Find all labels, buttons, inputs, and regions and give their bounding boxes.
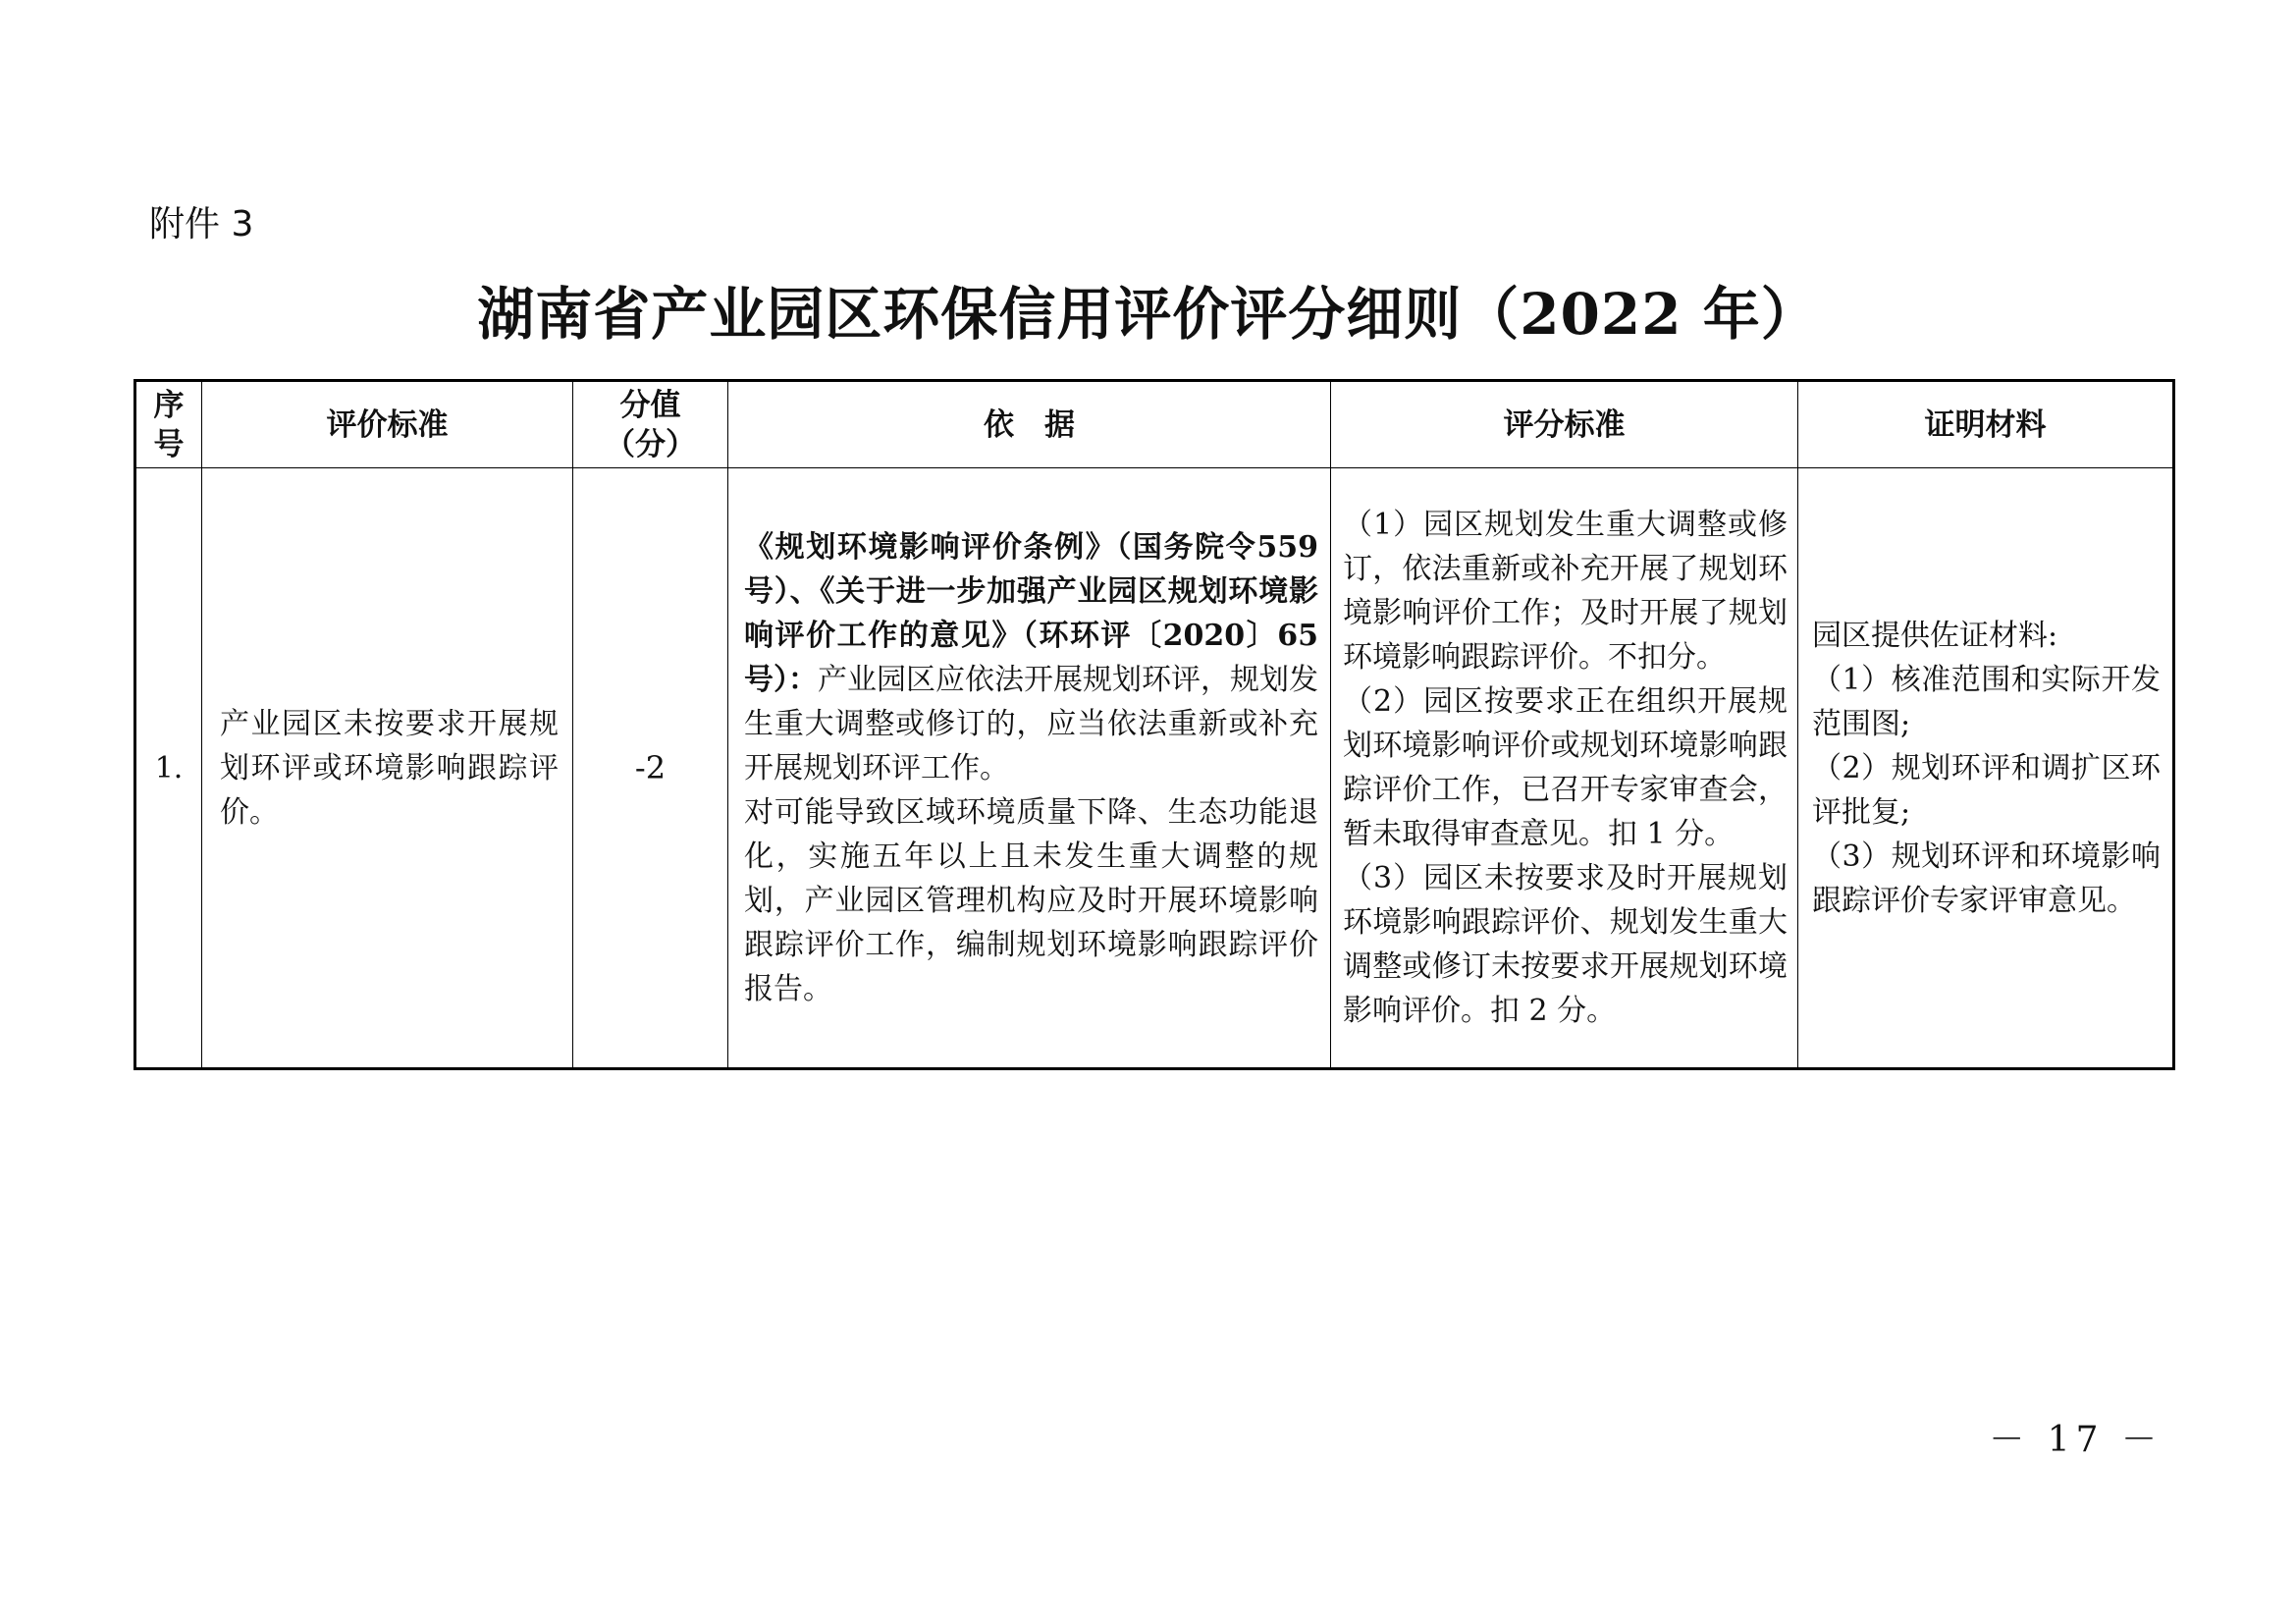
header-basis: 依 据	[728, 381, 1331, 468]
attachment-label: 附件 3	[149, 204, 254, 244]
header-proof: 证明材料	[1798, 381, 2174, 468]
document-title: 湖南省产业园区环保信用评价评分细则（2022 年）	[477, 281, 1819, 348]
proof-item-1: （1）核准范围和实际开发范围图;	[1812, 662, 2161, 741]
basis-text-2: 对可能导致区域环境质量下降、生态功能退化，实施五年以上且未发生重大调整的规划，产业园区管理机构应及时开展环境影响跟踪评价工作，编制规划环境影响跟踪评价报告。	[744, 794, 1318, 1006]
page-number: － 17 －	[1989, 1420, 2163, 1460]
cell-proof	[1798, 468, 2174, 1069]
header-score: 分值（分）	[573, 381, 728, 468]
cell-standard	[202, 468, 573, 1069]
standard-text: 产业园区未按要求开展规划环评或环境影响跟踪评价。	[220, 706, 559, 830]
header-standard: 评价标准	[202, 381, 573, 468]
rule-item-3: （3）园区未按要求及时开展规划环境影响跟踪评价、规划发生重大调整或修订未按要求开展规划环境影响评价。扣 2 分。	[1343, 861, 1788, 1028]
cell-score: -2	[573, 468, 728, 1069]
table-header-row	[135, 381, 2174, 468]
table-row	[135, 468, 2174, 1069]
basis-paragraph-1	[744, 525, 1318, 790]
scoring-table	[133, 379, 2175, 1070]
basis-text-1: 产业园区应依法开展规划环评，规划发生重大调整或修订的，应当依法重新或补充开展规划环评工作。	[744, 662, 1318, 785]
cell-seq: 1.	[135, 468, 202, 1069]
rule-item-1: （1）园区规划发生重大调整或修订，依法重新或补充开展了规划环境影响评价工作；及时开展了规划环境影响跟踪评价。不扣分。	[1343, 508, 1788, 675]
proof-item-2: （2）规划环评和调扩区环评批复;	[1812, 750, 2161, 830]
header-seq: 序号	[135, 381, 202, 468]
cell-basis	[728, 468, 1331, 1069]
cell-rule	[1331, 468, 1798, 1069]
proof-intro: 园区提供佐证材料:	[1812, 618, 2058, 653]
basis-citation: 《规划环境影响评价条例》（国务院令559号）、《关于进一步加强产业园区规划环境影响评价工作的意见》（环环评〔2020〕65号）：	[744, 529, 1318, 697]
proof-item-3: （3）规划环评和环境影响跟踪评价专家评审意见。	[1812, 839, 2161, 918]
header-rule: 评分标准	[1331, 381, 1798, 468]
rule-item-2: （2）园区按要求正在组织开展规划环境影响评价或规划环境影响跟踪评价工作，已召开专家审查会，暂未取得审查意见。扣 1 分。	[1343, 684, 1788, 851]
